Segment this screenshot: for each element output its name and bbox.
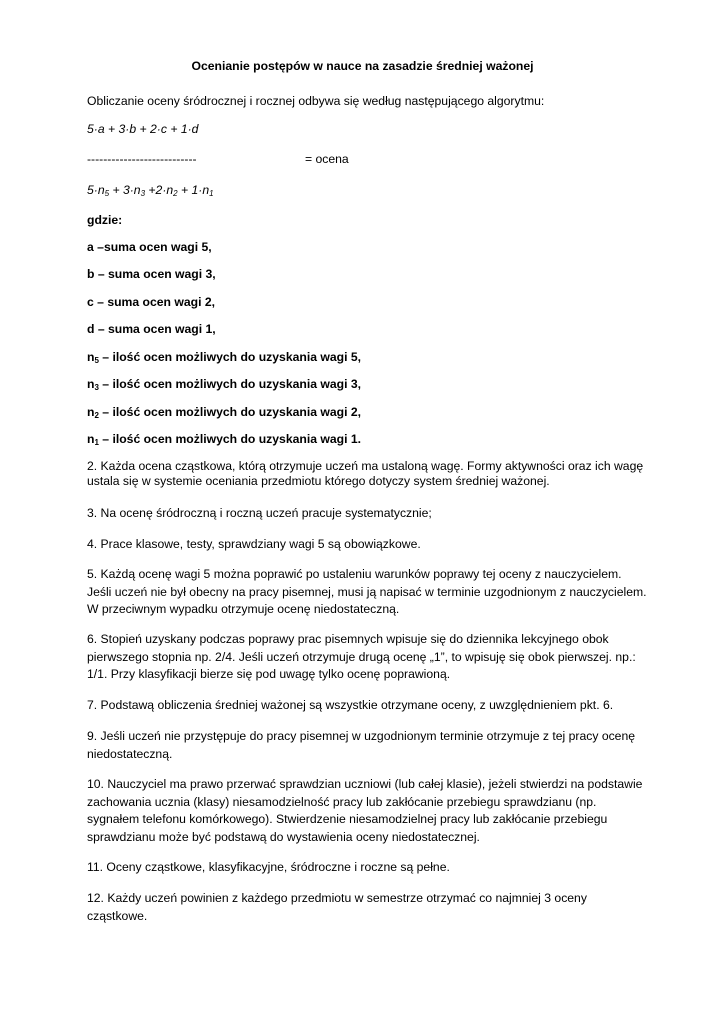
formula-numerator: 5·a + 3·b + 2·c + 1·d: [87, 122, 199, 136]
paragraph-5: 5. Każdą ocenę wagi 5 można poprawić po ustaleniu warunków poprawy tej oceny z nauczycielem. Jeśli uczeń nie był obecny na pracy pisemnej, musi ją napisać w terminie uzgodnionym z nauczycielem. W przeciwnym wypadku otrzymuje ocenę niedostateczną.: [87, 567, 647, 616]
denominator-term-1: 5·n: [87, 183, 105, 197]
paragraph-11: 11. Oceny cząstkowe, klasyfikacyjne, śródroczne i roczne są pełne.: [87, 860, 450, 874]
n-letter: n: [87, 377, 95, 391]
n-letter: n: [87, 350, 95, 364]
n-description: – ilość ocen możliwych do uzyskania wagi 2,: [98, 405, 362, 419]
n-subscript: 3: [94, 383, 99, 392]
legend-item-a: a –suma ocen wagi 5,: [87, 240, 212, 254]
legend-item-n5: [87, 349, 647, 366]
legend-heading: gdzie:: [87, 213, 123, 227]
paragraph-2: 2. Każda ocena cząstkowa, którą otrzymuje uczeń ma ustaloną wagę. Formy aktywności oraz ich wagę ustala się w systemie oceniania przedmiotu którego dotyczy system średniej ważonej.: [87, 459, 644, 488]
denominator-term-3: +2·n: [145, 183, 174, 197]
n-letter: n: [87, 405, 95, 419]
n-description: – ilość ocen możliwych do uzyskania wagi 5,: [98, 350, 362, 364]
intro-text: Obliczanie oceny śródrocznej i rocznej odbywa się według następującego algorytmu:: [87, 94, 545, 108]
fraction-dashes: ---------------------------: [87, 152, 197, 166]
denominator-sub-4: 1: [209, 189, 214, 198]
legend-item-n2: [87, 404, 647, 421]
paragraph-7: 7. Podstawą obliczenia średniej ważonej są wszystkie otrzymane oceny, z uwzględnieniem pkt. 6.: [87, 698, 614, 712]
n-subscript: 5: [94, 356, 99, 365]
n-description: – ilość ocen możliwych do uzyskania wagi 3,: [98, 377, 362, 391]
paragraph-3: 3. Na ocenę śródroczną i roczną uczeń pracuje systematycznie;: [87, 506, 432, 520]
paragraph-6: 6. Stopień uzyskany podczas poprawy prac pisemnych wpisuje się do dziennika lekcyjnego obok pierwszego stopnia np. 2/4. Jeśli uczeń otrzymuje drugą ocenę „1”, to wpisuję się obok pierwszej. np.: 1/1. Przy klasyfikacji bierze się pod uwagę tylko ocenę poprawioną.: [87, 632, 636, 681]
n-description: – ilość ocen możliwych do uzyskania wagi 1.: [98, 432, 362, 446]
n-subscript: 2: [94, 411, 99, 420]
denominator-term-4: + 1·n: [177, 183, 210, 197]
paragraph-4: 4. Prace klasowe, testy, sprawdziany wagi 5 są obowiązkowe.: [87, 537, 421, 551]
paragraph-12: 12. Każdy uczeń powinien z każdego przedmiotu w semestrze otrzymać co najmniej 3 oceny cząstkowe.: [87, 891, 587, 923]
denominator-term-2: + 3·n: [109, 183, 141, 197]
legend-item-n3: [87, 376, 647, 393]
n-subscript: 1: [94, 438, 99, 447]
document-title: Ocenianie postępów w nauce na zasadzie średniej ważonej: [191, 59, 534, 73]
formula-denominator: [87, 182, 647, 199]
n-letter: n: [87, 432, 95, 446]
denominator-sub-3: 2: [173, 189, 178, 198]
denominator-sub-1: 5: [104, 189, 110, 198]
legend-item-c: c – suma ocen wagi 2,: [87, 295, 216, 309]
legend-item-b: b – suma ocen wagi 3,: [87, 267, 216, 281]
legend-item-n1: [87, 431, 647, 448]
paragraph-9: 9. Jeśli uczeń nie przystępuje do pracy pisemnej w uzgodnionym terminie otrzymuje z tej pracy ocenę niedostateczną.: [87, 729, 636, 761]
formula-fraction-line: [87, 151, 647, 168]
denominator-sub-2: 3: [140, 189, 146, 198]
paragraph-10: 10. Nauczyciel ma prawo przerwać sprawdzian uczniowi (lub całej klasie), jeżeli stwierdzi na podstawie zachowania ucznia (klasy) niesamodzielność pracy lub zakłócanie przebiegu sprawdzianu (np. sygnałem telefonu komórkowego). Stwierdzenie niesamodzielnej pracy lub zakłócanie przebiegu sprawdzianu może być podstawą do wystawienia oceny niedostatecznej.: [87, 777, 643, 844]
formula-equals: = ocena: [305, 152, 349, 166]
legend-item-d: d – suma ocen wagi 1,: [87, 322, 216, 336]
